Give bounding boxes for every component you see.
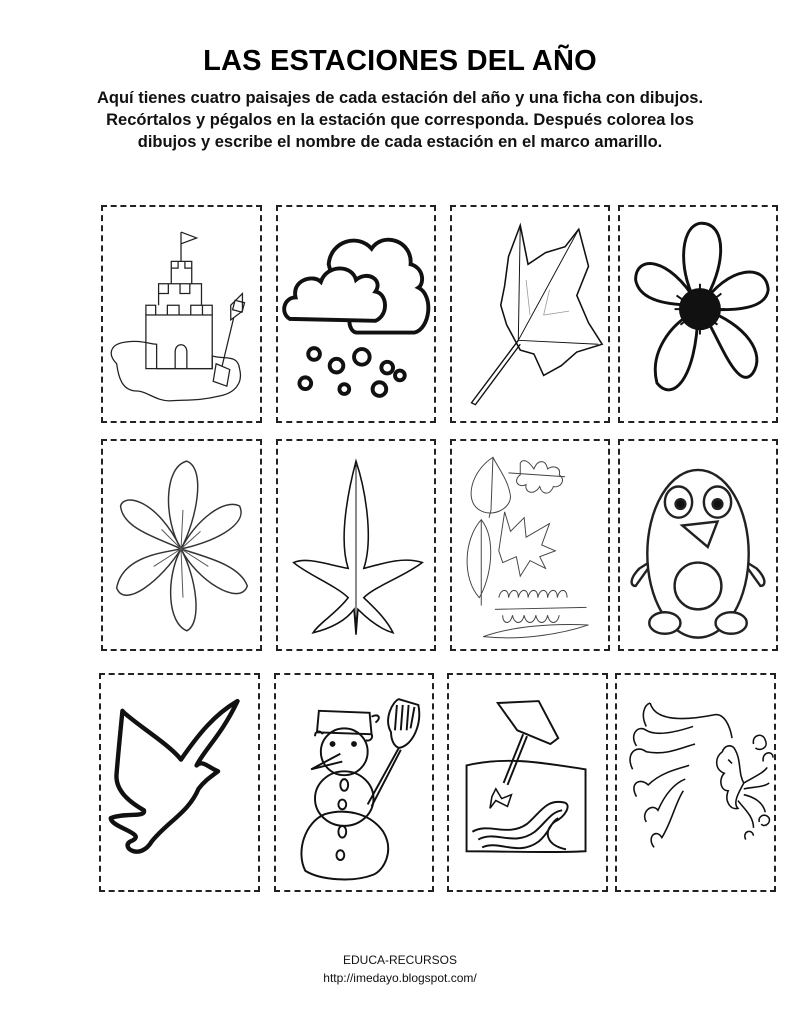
five-petal-flower-icon [620,207,776,421]
cutout-card-beach [447,673,608,892]
sandcastle-with-shovel-icon [103,207,260,421]
six-petal-flower-icon [103,441,260,649]
cutout-card-flower [618,205,778,423]
footer-credit: EDUCA-RECURSOS [342,953,457,967]
wind-face-blowing-icon [617,675,774,890]
snowman-with-broom-icon [276,675,432,890]
cutout-card-hail-clouds [276,205,436,423]
beach-umbrella-with-starfish-icon [449,675,606,890]
cutout-card-wind [615,673,776,892]
dove-icon [101,675,258,890]
footer-url: http://imedayo.blogspot.com/ [323,971,477,985]
cutout-card-snowman [274,673,434,892]
assorted-leaves-icon [452,441,608,649]
instructions-text: Aquí tienes cuatro paisajes de cada estación del año y una ficha con dibujos. Recórtalos y pégalos en la estación que corresponda. Después colorea los dibujos y escribe el nombre de cada estación en el marco amarillo. [96,89,704,151]
cutout-card-autumn-leaf [450,205,610,423]
cutout-card-sandcastle [101,205,262,423]
clouds-with-hail-icon [278,207,434,421]
cutout-card-ivy-leaf [276,439,436,651]
cutout-card-lily [101,439,262,651]
cutout-card-assorted-leaves [450,439,610,651]
cutout-card-dove [99,673,260,892]
ivy-leaf-icon [278,441,434,649]
autumn-leaf-icon [452,207,608,421]
page-title: LAS ESTACIONES DEL AÑO [203,45,597,77]
penguin-icon [620,441,776,649]
cutout-card-penguin [618,439,778,651]
